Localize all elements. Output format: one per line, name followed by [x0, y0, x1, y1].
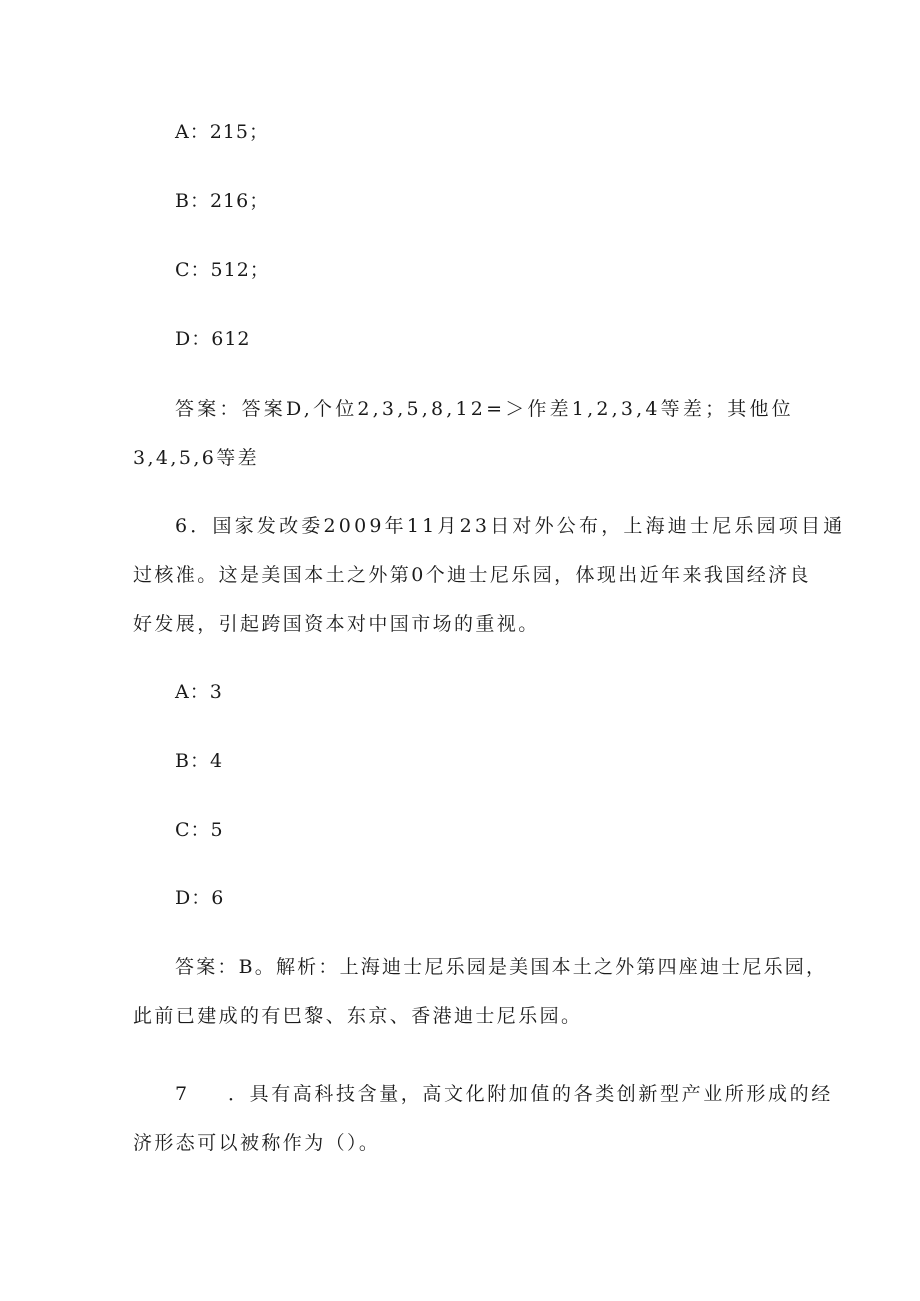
q7-stem-line-2: 济形态可以被称作为（）。 — [133, 1132, 381, 1154]
q6-option-d: D：6 — [175, 887, 225, 909]
q5-option-a: A：215； — [175, 121, 269, 143]
q5-option-c: C：512； — [175, 259, 270, 281]
q6-option-c: C：5 — [175, 819, 224, 841]
q6-answer-line-2: 此前已建成的有巴黎、东京、香港迪士尼乐园。 — [133, 1005, 583, 1027]
q7-stem-line-1: ．具有高科技含量，高文化附加值的各类创新型产业所形成的经 — [228, 1083, 833, 1105]
q6-answer-line-1: 答案：B。解析：上海迪士尼乐园是美国本土之外第四座迪士尼乐园， — [175, 956, 828, 978]
q5-answer-line-2: 3,4,5,6等差 — [133, 447, 260, 469]
q7-number: 7 — [175, 1083, 188, 1105]
q5-answer-line-1: 答案：答案D,个位2,3,5,8,12=＞作差1,2,3,4等差；其他位 — [175, 398, 794, 420]
q6-option-a: A：3 — [175, 681, 223, 703]
q5-option-b: B：216； — [175, 190, 270, 212]
q5-option-d: D：612 — [175, 328, 251, 350]
q6-stem-line-1: 6．国家发改委2009年11月23日对外公布，上海迪士尼乐园项目通 — [175, 515, 846, 537]
q6-stem-line-2: 过核准。这是美国本土之外第0个迪士尼乐园，体现出近年来我国经济良 — [133, 564, 811, 586]
q6-stem-line-3: 好发展，引起跨国资本对中国市场的重视。 — [133, 613, 540, 635]
q6-option-b: B：4 — [175, 750, 224, 772]
